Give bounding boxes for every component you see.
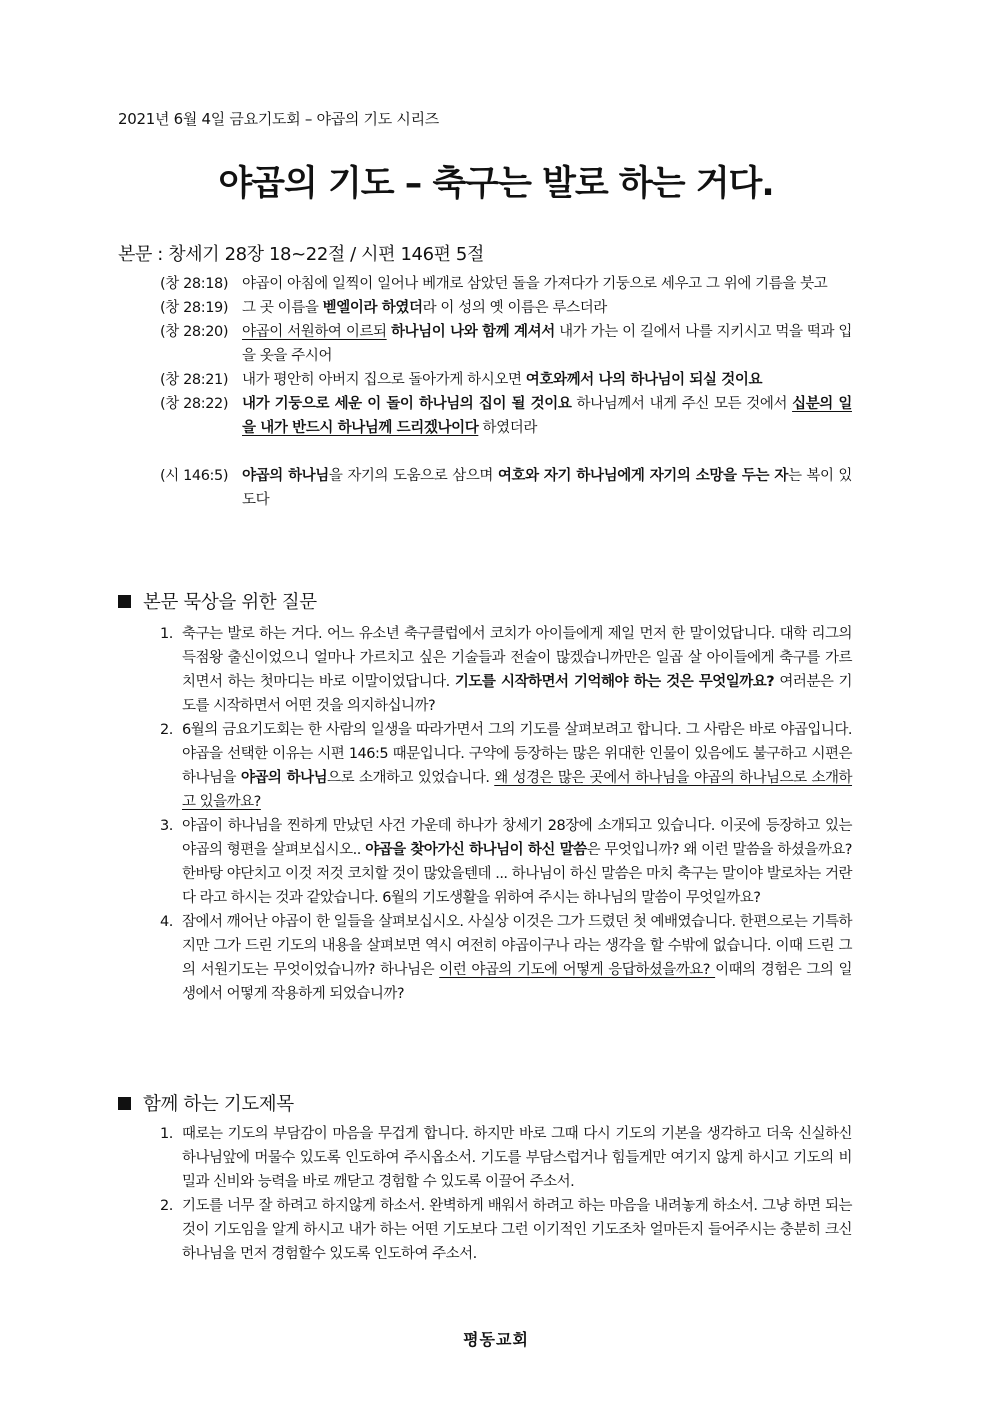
list-item: 2. 기도를 너무 잘 하려고 하지않게 하소서. 완벽하게 배워서 하려고 하는 마음을 내려놓게 하소서. 그냥 하면 되는 것이 기도임을 알게 하시고 내가 하는 어떤 기도보다 그런 이기적인 기도조차 얼마든지 들어주시는 충분히 크신 하나님을 먼저 경험할수 있도록 인도하여 주소서.	[160, 1198, 852, 1262]
verse-item	[160, 272, 852, 296]
verse-item	[160, 464, 852, 512]
verse-list	[160, 272, 852, 512]
header-date-series: 2021년 6월 4일 금요기도회 – 야곱의 기도 시리즈	[118, 110, 439, 128]
verse-item	[160, 392, 852, 440]
verse-text: 야곱이 아침에 일찍이 일어나 베개로 삼았던 돌을 가져다가 기둥으로 세우고 그 위에 기름을 붓고	[242, 276, 828, 292]
verse-text: 내가 기둥으로 세운 이 돌이 하나님의 집이 될 것이요 하나님께서 내게 주신 모든 것에서 십분의 일을 내가 반드시 하나님께 드리겠나이다 하였더라	[242, 396, 852, 436]
list-item: 3. 야곱이 하나님을 찐하게 만났던 사건 가운데 하나가 창세기 28장에 소개되고 있습니다. 이곳에 등장하고 있는 야곱의 형편을 살펴보십시오.. 야곱을 찾아가신 하나님이 하신 말씀은 무엇입니까? 왜 이런 말씀을 하셨을까요? 한바탕 야단치고 이것 저것 코치할 것이 많았을텐데 ... 하나님이 하신 말씀은 마치 축구는 말이야 발로차는 거란다 라고 하시는 것과 같았습니다. 6월의 기도생활을 위하여 주시는 하나님의 말씀이 무엇일까요?	[160, 818, 852, 906]
verse-ref: (창 28:18)	[160, 276, 229, 292]
verse-text: 야곱의 하나님을 자기의 도움으로 삼으며 여호와 자기 하나님에게 자기의 소망을 두는 자는 복이 있도다	[242, 468, 852, 508]
verse-text: 그 곳 이름을 벧엘이라 하였더라 이 성의 옛 이름은 루스더라	[242, 300, 607, 316]
list-item: 4. 잠에서 깨어난 야곱이 한 일들을 살펴보십시오. 사실상 이것은 그가 드렸던 첫 예배였습니다. 한편으로는 기특하지만 그가 드린 기도의 내용을 살펴보면 역시 여전히 야곱이구나 라는 생각을 할 수밖에 없습니다. 이때 드린 그의 서원기도는 무엇이었습니까? 하나님은 이런 야곱의 기도에 어떻게 응답하셨을까요? 이때의 경험은 그의 일생에서 어떻게 작용하게 되었습니까?	[160, 914, 852, 1002]
verse-text: 내가 평안히 아버지 집으로 돌아가게 하시오면 여호와께서 나의 하나님이 되실 것이요	[242, 372, 763, 388]
list-item: 2. 6월의 금요기도회는 한 사람의 일생을 따라가면서 그의 기도를 살펴보려고 합니다. 그 사람은 바로 야곱입니다. 야곱을 선택한 이유는 시편 146:5 때문입니다. 구약에 등장하는 많은 위대한 인물이 있음에도 불구하고 시편은 하나님을 야곱의 하나님으로 소개하고 있었습니다. 왜 성경은 많은 곳에서 하나님을 야곱의 하나님으로 소개하고 있을까요?	[160, 722, 853, 810]
verse-ref: (창 28:21)	[160, 372, 229, 388]
prayer-list	[160, 1122, 852, 1266]
verse-item	[160, 368, 852, 392]
list-item: 1. 때로는 기도의 부담감이 마음을 무겁게 합니다. 하지만 바로 그때 다시 기도의 기본을 생각하고 더욱 신실하신 하나님앞에 머물수 있도록 인도하여 주시옵소서. 기도를 부담스럽거나 힘들게만 여기지 않게 하시고 기도의 비밀과 신비와 능력을 바로 깨닫고 경험할 수 있도록 이끌어 주소서.	[160, 1126, 852, 1190]
verse-ref: (창 28:20)	[160, 324, 229, 340]
section-heading-prayers: 함께 하는 기도제목	[118, 1090, 294, 1116]
list-item: 1. 축구는 발로 하는 거다. 어느 유소년 축구클럽에서 코치가 아이들에게 제일 먼저 한 말이었답니다. 대학 리그의 득점왕 출신이었으니 얼마나 가르치고 싶은 기술들과 전술이 많겠습니까만은 일곱 살 아이들에게 축구를 가르치면서 하는 첫마디는 바로 이말이었답니다. 기도를 시작하면서 기억해야 하는 것은 무엇일까요? 여러분은 기도를 시작하면서 어떤 것을 의지하십니까?	[160, 626, 853, 714]
verse-item	[160, 296, 852, 320]
verse-ref: (창 28:22)	[160, 396, 229, 412]
verse-ref: (창 28:19)	[160, 300, 229, 316]
verse-item	[160, 320, 852, 368]
square-bullet-icon	[118, 1097, 131, 1110]
square-bullet-icon	[118, 595, 131, 608]
church-name-footer: 평동교회	[463, 1330, 529, 1349]
page-title: 야곱의 기도 – 축구는 발로 하는 거다.	[218, 164, 774, 204]
question-list	[160, 622, 852, 1006]
scripture-reference: 본문 : 창세기 28장 18~22절 / 시편 146편 5절	[118, 244, 484, 265]
verse-text: 야곱이 서원하여 이르되 하나님이 나와 함께 계셔서 내가 가는 이 길에서 나를 지키시고 먹을 떡과 입을 옷을 주시어	[242, 324, 852, 364]
verse-ref: (시 146:5)	[160, 468, 229, 484]
section-heading-questions: 본문 묵상을 위한 질문	[118, 588, 317, 614]
